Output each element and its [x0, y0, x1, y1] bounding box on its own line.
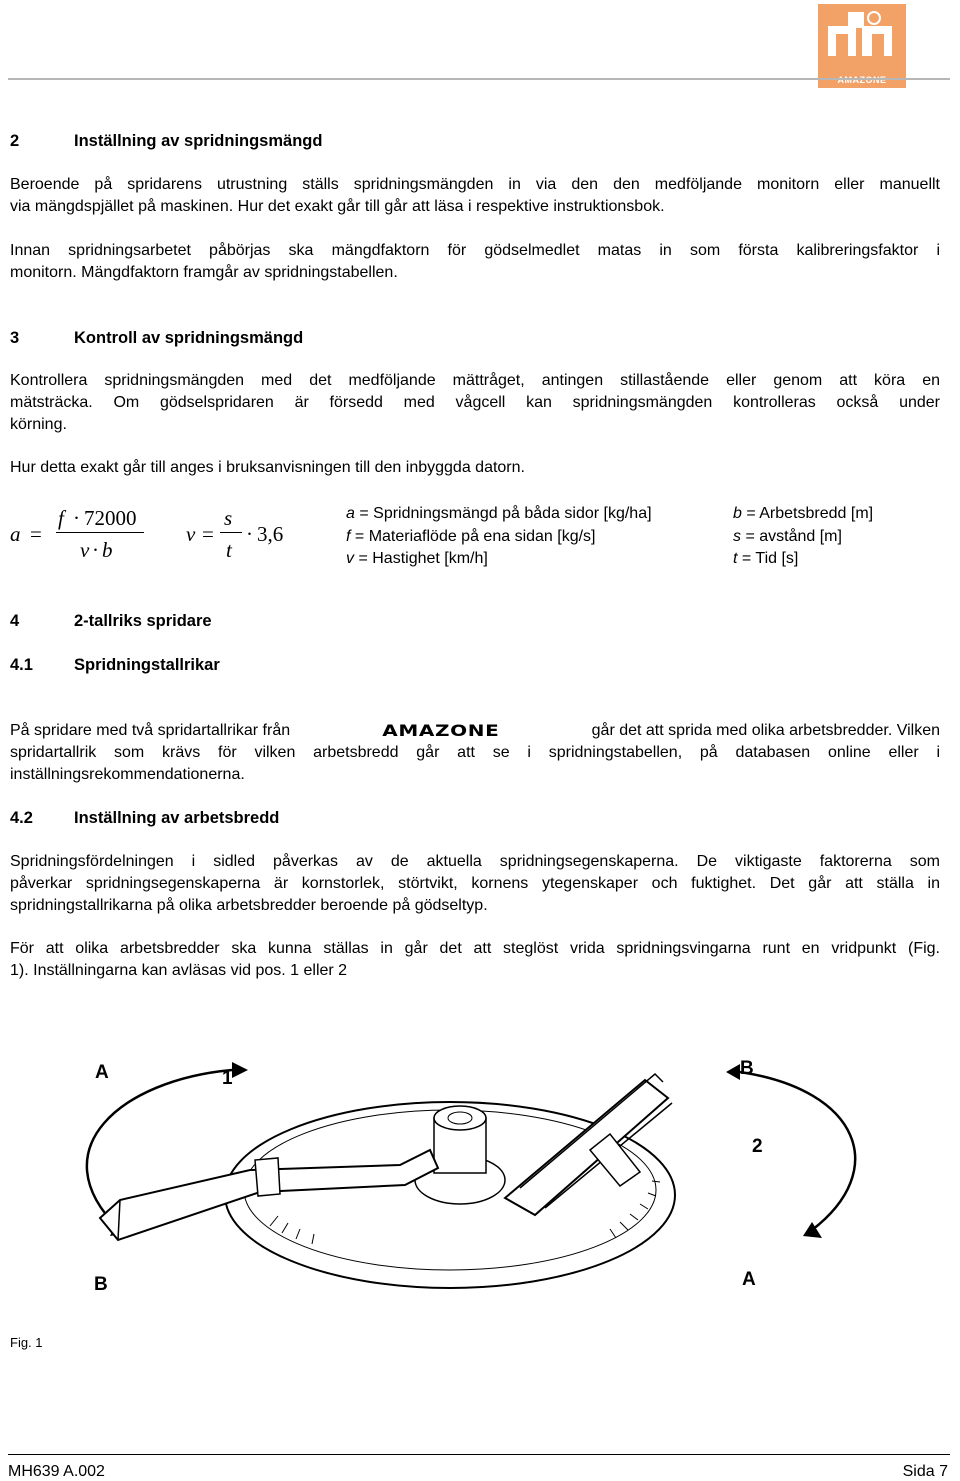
formula-t: t: [226, 538, 232, 562]
legend-text: = Hastighet [km/h]: [354, 550, 488, 567]
section-4-heading: [10, 612, 610, 634]
formula-dot: ·: [73, 506, 80, 530]
section-4-2-heading: [10, 809, 610, 831]
legend-row: [346, 503, 652, 526]
section-2-paragraph-2: [10, 240, 940, 284]
formula-equals: =: [202, 522, 214, 546]
logo-mark-icon: [818, 4, 906, 74]
section-4-2-paragraph-2: [10, 938, 940, 982]
logo-text: AMAZONE: [837, 75, 887, 85]
text-line: Innan spridningsarbetet påbörjas ska mängdfaktorn för gödselmedlet matas in som första kalibreringsfaktor i: [10, 242, 940, 259]
text-line: spridningstallrikarna på olika arbetsbredder beroende på gödseltyp.: [10, 897, 488, 914]
figure-label-position-1: 1: [222, 1068, 233, 1089]
amazone-logo: [818, 4, 906, 88]
section-4-1-paragraph: [10, 720, 940, 786]
formula-equals: =: [30, 522, 42, 546]
formula-f: f: [58, 506, 64, 530]
legend-row: [733, 548, 873, 571]
left-vane-mount: [255, 1158, 280, 1196]
text-line: Beroende på spridarens utrustning ställs spridningsmängden in via den den medföljande monitorn eller manuellt: [10, 176, 940, 193]
arrowhead: [232, 1062, 248, 1078]
section-title: Inställning av arbetsbredd: [74, 809, 280, 827]
formula-b: b: [102, 538, 113, 562]
figure-label-a-top: A: [95, 1062, 109, 1083]
section-title: Inställning av spridningsmängd: [74, 132, 323, 150]
legend-var: b: [733, 505, 742, 522]
fraction-bar: [220, 532, 242, 533]
text-line: [10, 720, 940, 742]
legend-row: [346, 526, 652, 549]
legend-text: = Spridningsmängd på båda sidor [kg/ha]: [354, 505, 652, 522]
section-title: 2-tallriks spridare: [74, 612, 212, 630]
formula-a: a: [10, 522, 21, 546]
legend-var: f: [346, 527, 351, 545]
text-line: Hur detta exakt går till anges i bruksanvisningen till den inbyggda datorn.: [10, 459, 525, 476]
figure-label-b-bottom: B: [94, 1274, 108, 1295]
section-number: 4.1: [10, 656, 33, 674]
fraction-bar: [56, 532, 144, 533]
text-line: påverkar spridningsegenskaperna är kornstorlek, störtvikt, kornens ytegenskaper och fuktighet. Det går att ställa in: [10, 875, 940, 892]
text-run: På spridare med två spridartallrikar från: [10, 722, 291, 739]
legend-text: = Arbetsbredd [m]: [741, 505, 874, 522]
legend-left: [346, 503, 652, 571]
spreader-disc-figure: [0, 1030, 960, 1330]
header-rule: [8, 78, 950, 80]
section-number: 2: [10, 132, 20, 150]
text-line: inställningsrekommendationerna.: [10, 766, 245, 783]
section-3-paragraph-1: [10, 370, 940, 436]
section-title: Kontroll av spridningsmängd: [74, 329, 304, 347]
figure-label-b-top: B: [740, 1058, 754, 1079]
section-2-heading: [10, 132, 610, 154]
section-4-2-paragraph-1: [10, 851, 940, 917]
section-number: 4: [10, 612, 20, 630]
section-2-paragraph-1: [10, 174, 940, 218]
legend-row: [346, 548, 652, 571]
legend-var: v: [346, 550, 354, 567]
formula-constant-2: 3,6: [257, 522, 284, 546]
legend-right: [733, 503, 873, 571]
legend-var: a: [346, 505, 355, 522]
formula-s: s: [224, 506, 233, 530]
text-line: För att olika arbetsbredder ska kunna ställas in går det att steglöst vrida spridningsvingarna runt en vridpunkt (Fig.: [10, 940, 940, 957]
figure-label-a-bottom: A: [742, 1269, 756, 1290]
text-line: via mängdspjället på maskinen. Hur det exakt går till går att läsa i respektive instruktionsbok.: [10, 198, 665, 215]
legend-text: = avstånd [m]: [741, 527, 842, 545]
formula-dot: ·: [246, 522, 253, 546]
amazone-wordmark: AMAZONE: [382, 721, 500, 740]
legend-text: = Materiaflöde på ena sidan [kg/s]: [350, 527, 596, 545]
arrowhead: [726, 1064, 740, 1080]
section-title: Spridningstallrikar: [74, 656, 220, 674]
section-3-heading: [10, 329, 610, 351]
text-line: Kontrollera spridningsmängden med det medföljande mättråget, antingen stillastående eller genom att köra en: [10, 372, 940, 389]
text-line: spridartallrik som krävs för vilken arbetsbredd går att se i spridningstabellen, på databasen online eller i: [10, 744, 940, 761]
formula-v: v: [80, 538, 90, 562]
legend-text: = Tid [s]: [737, 550, 799, 567]
figure-caption: Fig. 1: [10, 1335, 43, 1350]
formula-constant: 72000: [84, 506, 137, 530]
formula-v-left: v: [186, 522, 196, 546]
section-4-1-heading: [10, 656, 610, 678]
text-line: mätsträcka. Om gödselspridaren är försedd med vågcell kan spridningsmängden kontrolleras också under: [10, 394, 940, 411]
section-number: 3: [10, 329, 20, 347]
section-3-paragraph-2: [10, 457, 940, 479]
page-number: Sida 7: [902, 1463, 948, 1480]
formula-dot: ·: [92, 538, 99, 562]
text-line: Spridningsfördelningen i sidled påverkas av de aktuella spridningsegenskaperna. De viktigaste faktorerna som: [10, 853, 940, 870]
legend-var: t: [733, 550, 738, 567]
figure-label-position-2: 2: [752, 1136, 763, 1157]
formula-block: [10, 500, 330, 570]
text-run: går det att sprida med olika arbetsbredder. Vilken: [591, 722, 940, 739]
section-number: 4.2: [10, 809, 33, 827]
hub-bore: [448, 1112, 472, 1124]
legend-row: [733, 526, 873, 549]
footer-rule: [8, 1454, 950, 1455]
legend-row: [733, 503, 873, 526]
document-id: MH639 A.002: [8, 1463, 105, 1480]
text-line: körning.: [10, 416, 67, 433]
legend-var: s: [733, 527, 741, 545]
text-line: 1). Inställningarna kan avläsas vid pos. 1 eller 2: [10, 962, 348, 979]
text-line: monitorn. Mängdfaktorn framgår av spridningstabellen.: [10, 264, 398, 281]
